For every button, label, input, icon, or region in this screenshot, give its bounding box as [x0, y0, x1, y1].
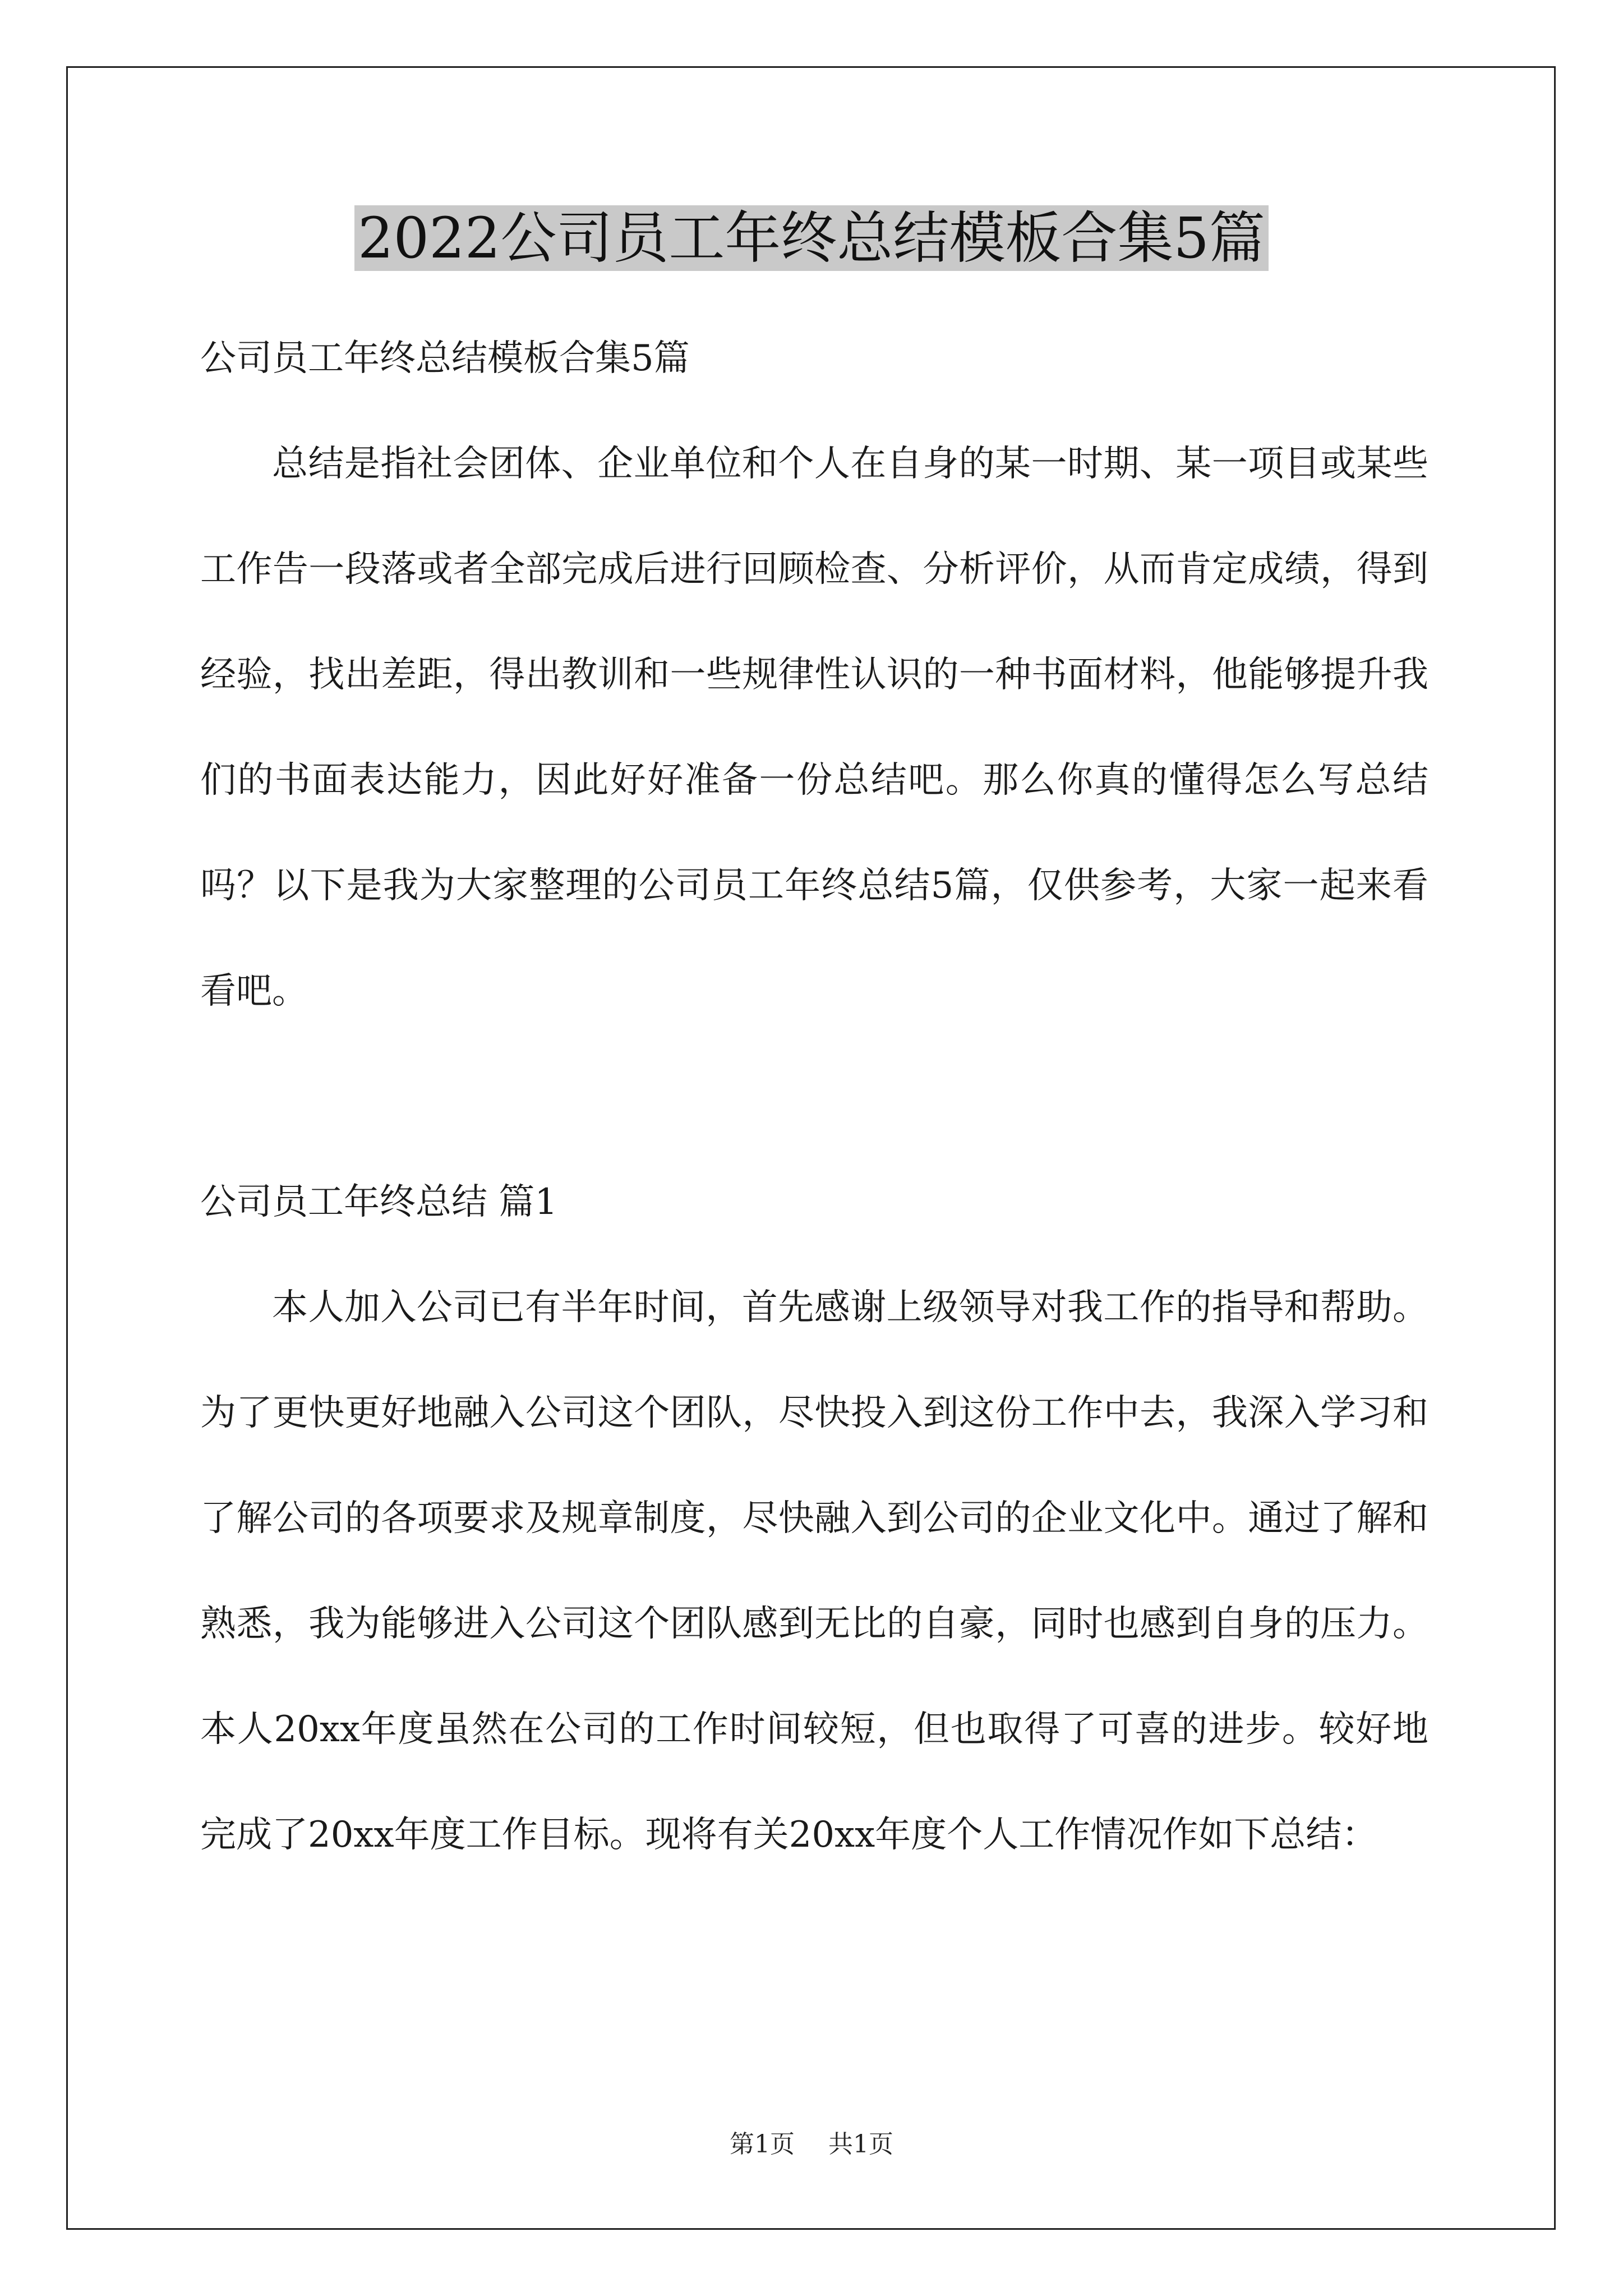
page-current: 第1页: [730, 2130, 795, 2159]
section-paragraph: 本人加入公司已有半年时间，首先感谢上级领导对我工作的指导和帮助。为了更快更好地融入公司这个团队，尽快投入到这份工作中去，我深入学习和了解公司的各项要求及规章制度，尽快融入到公司的企业文化中。通过了解和熟悉，我为能够进入公司这个团队感到无比的自豪，同时也感到自身的压力。本人20xx年度虽然在公司的工作时间较短，但也取得了可喜的进步。较好地完成了20xx年度工作目标。现将有关20xx年度个人工作情况作如下总结：: [200, 1287, 1428, 1856]
page-total: 共1页: [828, 2130, 893, 2159]
intro-paragraph: 总结是指社会团体、企业单位和个人在自身的某一时期、某一项目或某些工作告一段落或者全部完成后进行回顾检查、分析评价，从而肯定成绩，得到经验，找出差距，得出教训和一些规律性认识的一种书面材料，他能够提升我们的书面表达能力，因此好好准备一份总结吧。那么你真的懂得怎么写总结吗？以下是我为大家整理的公司员工年终总结5篇，仅供参考，大家一起来看看吧。: [200, 443, 1428, 1012]
document-title: [0, 199, 1623, 278]
document-subtitle: 公司员工年终总结模板合集5篇: [200, 338, 690, 379]
section-heading: 公司员工年终总结 篇1: [200, 1181, 558, 1223]
page-footer: [0, 2128, 1623, 2161]
paragraph-gap: [200, 1044, 1428, 1149]
document-body: [200, 306, 1428, 1888]
document-title-text: 2022公司员工年终总结模板合集5篇: [354, 205, 1269, 271]
